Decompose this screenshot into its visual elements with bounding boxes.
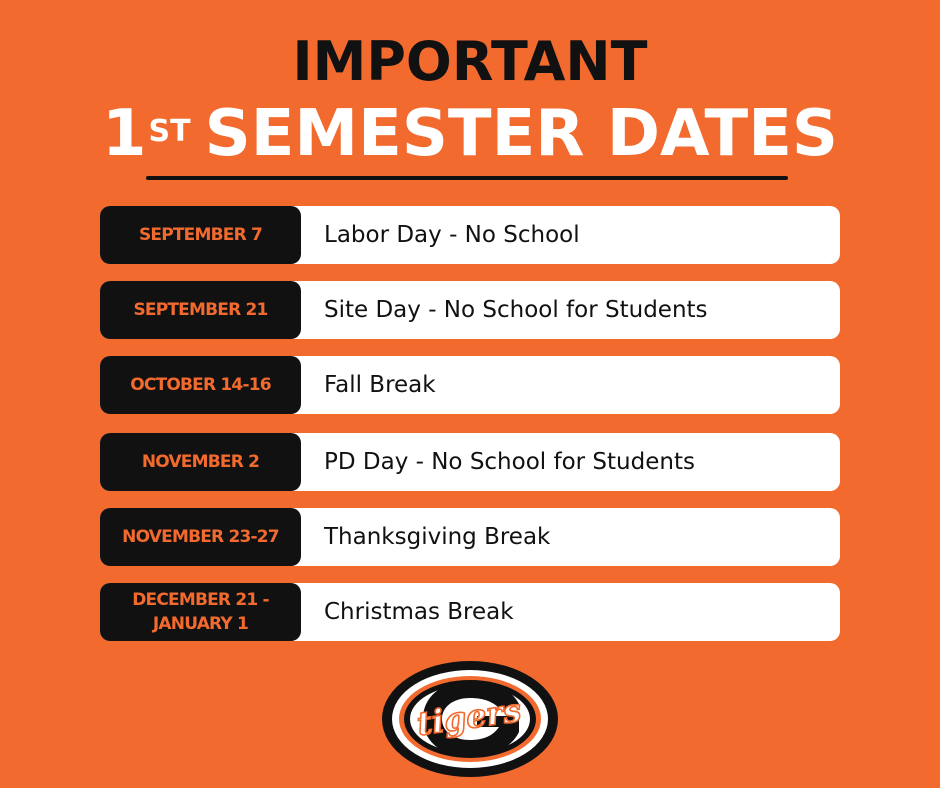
event-date: OCTOBER 14-16 [100,356,301,414]
event-row [100,281,840,339]
event-date: SEPTEMBER 21 [100,281,301,339]
event-row [100,433,840,491]
event-date: DECEMBER 21 - JANUARY 1 [100,583,301,641]
logo-wordmark: tigers [414,690,524,744]
event-description: Christmas Break [324,599,514,625]
event-date: NOVEMBER 2 [100,433,301,491]
heading-semester-dates [0,94,940,174]
event-description: Fall Break [324,372,436,398]
event-description: Site Day - No School for Students [324,297,708,323]
heading-ordinal-suffix: ST [148,114,191,149]
heading-ordinal-number: 1 [101,97,147,171]
heading-important: IMPORTANT [292,30,648,93]
title-divider [146,176,788,180]
event-description: PD Day - No School for Students [324,449,695,475]
event-description: Labor Day - No School [324,222,580,248]
heading-semester-dates-text: SEMESTER DATES [204,97,838,171]
event-row [100,583,840,641]
event-row [100,508,840,566]
event-row [100,206,840,264]
event-row [100,356,840,414]
event-date: NOVEMBER 23-27 [100,508,301,566]
event-date: SEPTEMBER 7 [100,206,301,264]
tigers-g-logo-icon [381,660,559,778]
event-description: Thanksgiving Break [324,524,551,550]
